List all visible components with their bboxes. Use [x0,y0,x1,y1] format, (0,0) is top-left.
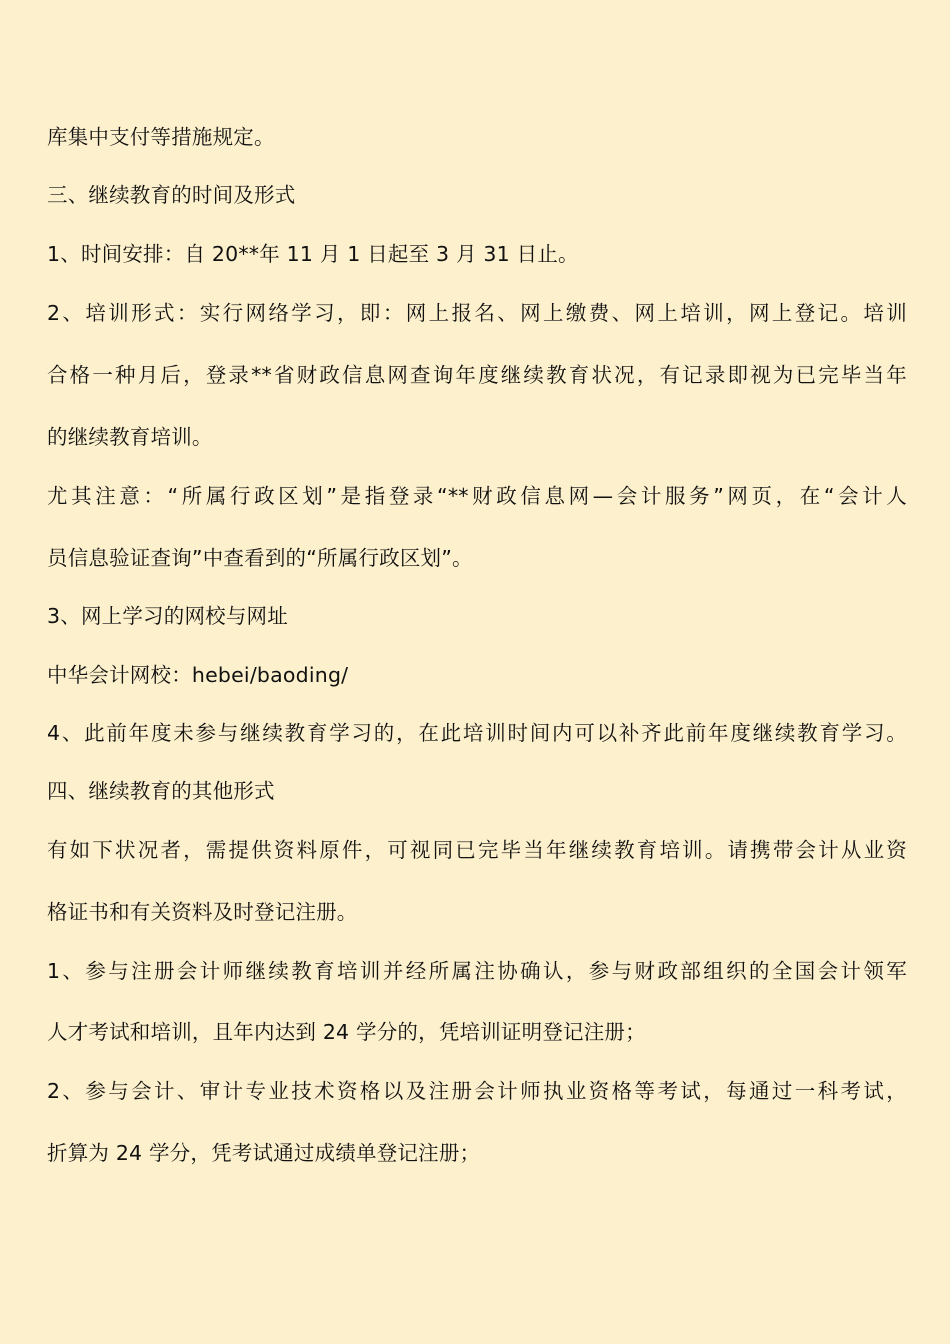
text-line-4: 2、培训形式：实行网络学习，即：网上报名、网上缴费、网上培训，网上登记。培训 [47,301,907,325]
section-heading-4: 四、继续教育的其他形式 [47,779,275,803]
section-heading-3: 三、继续教育的时间及形式 [47,183,296,207]
text-line-1: 库集中支付等措施规定。 [47,125,275,149]
text-line-8: 员信息验证查询”中查看到的“所属行政区划”。 [47,546,473,570]
text-line-9: 3、网上学习的网校与网址 [47,604,288,628]
text-line-13: 有如下状况者，需提供资料原件，可视同已完毕当年继续教育培训。请携带会计从业资 [47,838,907,862]
text-line-6: 的继续教育培训。 [47,425,213,449]
text-line-11: 4、此前年度未参与继续教育学习的，在此培训时间内可以补齐此前年度继续教育学习。 [47,721,907,745]
text-line-10: 中华会计网校：hebei/baoding/ [47,663,349,687]
text-line-7: 尤其注意：“所属行政区划”是指登录“**财政信息网—会计服务”网页，在“会计人 [47,484,907,508]
text-line-18: 折算为 24 学分，凭考试通过成绩单登记注册； [47,1141,481,1165]
text-line-16: 人才考试和培训，且年内达到 24 学分的，凭培训证明登记注册； [47,1020,646,1044]
text-line-15: 1、参与注册会计师继续教育培训并经所属注协确认，参与财政部组织的全国会计领军 [47,959,907,983]
text-line-17: 2、参与会计、审计专业技术资格以及注册会计师执业资格等考试，每通过一科考试， [47,1079,907,1103]
text-line-3: 1、时间安排：自 20**年 11 月 1 日起至 3 月 31 日止。 [47,242,579,266]
text-line-5: 合格一种月后，登录**省财政信息网查询年度继续教育状况，有记录即视为已完毕当年 [47,363,907,387]
text-line-14: 格证书和有关资料及时登记注册。 [47,900,358,924]
